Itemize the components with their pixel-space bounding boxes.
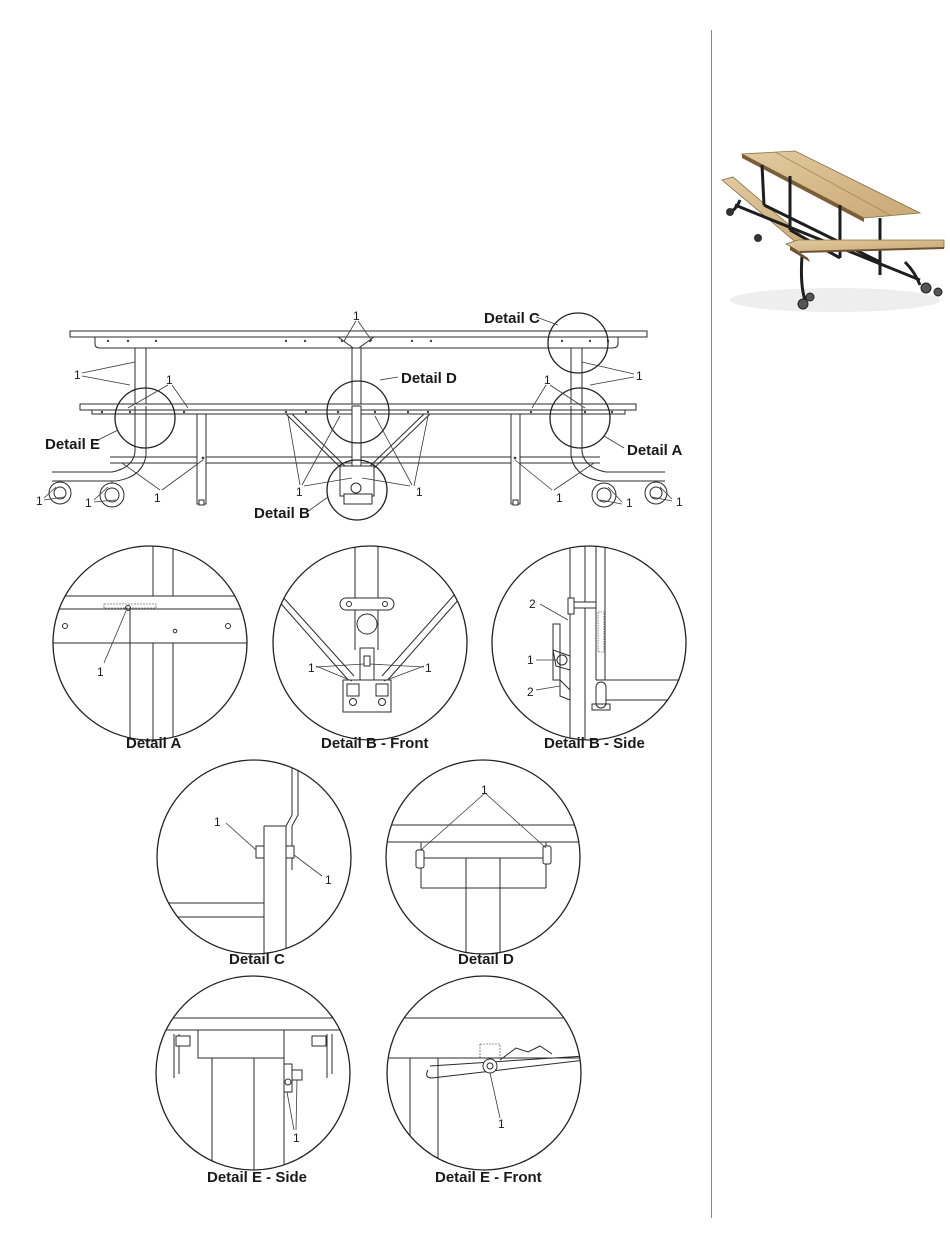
detail-d: [380, 760, 590, 968]
callout-detail-c: Detail C: [484, 310, 540, 327]
part-number: 1: [353, 309, 360, 323]
detail-a-caption: Detail A: [126, 735, 182, 752]
detail-b-front: [273, 540, 467, 752]
callout-detail-a: Detail A: [627, 442, 683, 459]
detail-e-side: [150, 976, 360, 1186]
part-number: 1: [626, 496, 633, 510]
overview-drawing: [36, 309, 683, 522]
callout-detail-e: Detail E: [45, 436, 101, 453]
part-number: 1: [325, 873, 332, 887]
part-number: 1: [527, 653, 534, 667]
part-number: 1: [481, 783, 488, 797]
detail-e-front-caption: Detail E - Front: [435, 1169, 542, 1186]
detail-a: [40, 540, 260, 752]
part-number: 1: [556, 491, 563, 505]
detail-d-caption: Detail D: [458, 951, 514, 968]
part-number: 1: [214, 815, 221, 829]
part-number: 1: [36, 494, 43, 508]
part-number: 1: [74, 368, 81, 382]
part-number: 1: [544, 373, 551, 387]
detail-c: [150, 760, 351, 968]
detail-c-caption: Detail C: [229, 951, 285, 968]
part-number: 1: [416, 485, 423, 499]
part-number: 1: [425, 661, 432, 675]
part-number: 1: [85, 496, 92, 510]
detail-b-side: [492, 540, 700, 752]
detail-b-side-caption: Detail B - Side: [544, 735, 645, 752]
detail-e-side-caption: Detail E - Side: [207, 1169, 308, 1186]
part-number: 1: [166, 373, 173, 387]
part-number: 2: [527, 685, 534, 699]
detail-b-front-caption: Detail B - Front: [321, 735, 429, 752]
part-number: 1: [293, 1131, 300, 1145]
detail-e-front: [380, 976, 590, 1186]
part-number: 1: [154, 491, 161, 505]
callout-detail-d: Detail D: [401, 370, 457, 387]
part-number: 1: [296, 485, 303, 499]
part-number: 1: [97, 665, 104, 679]
page-divider: [711, 30, 712, 1218]
part-number: 1: [308, 661, 315, 675]
part-number: 1: [676, 495, 683, 509]
part-number: 1: [636, 369, 643, 383]
part-number: 1: [498, 1117, 505, 1131]
product-photo: [722, 151, 944, 312]
callout-detail-b: Detail B: [254, 505, 310, 522]
part-number: 2: [529, 597, 536, 611]
